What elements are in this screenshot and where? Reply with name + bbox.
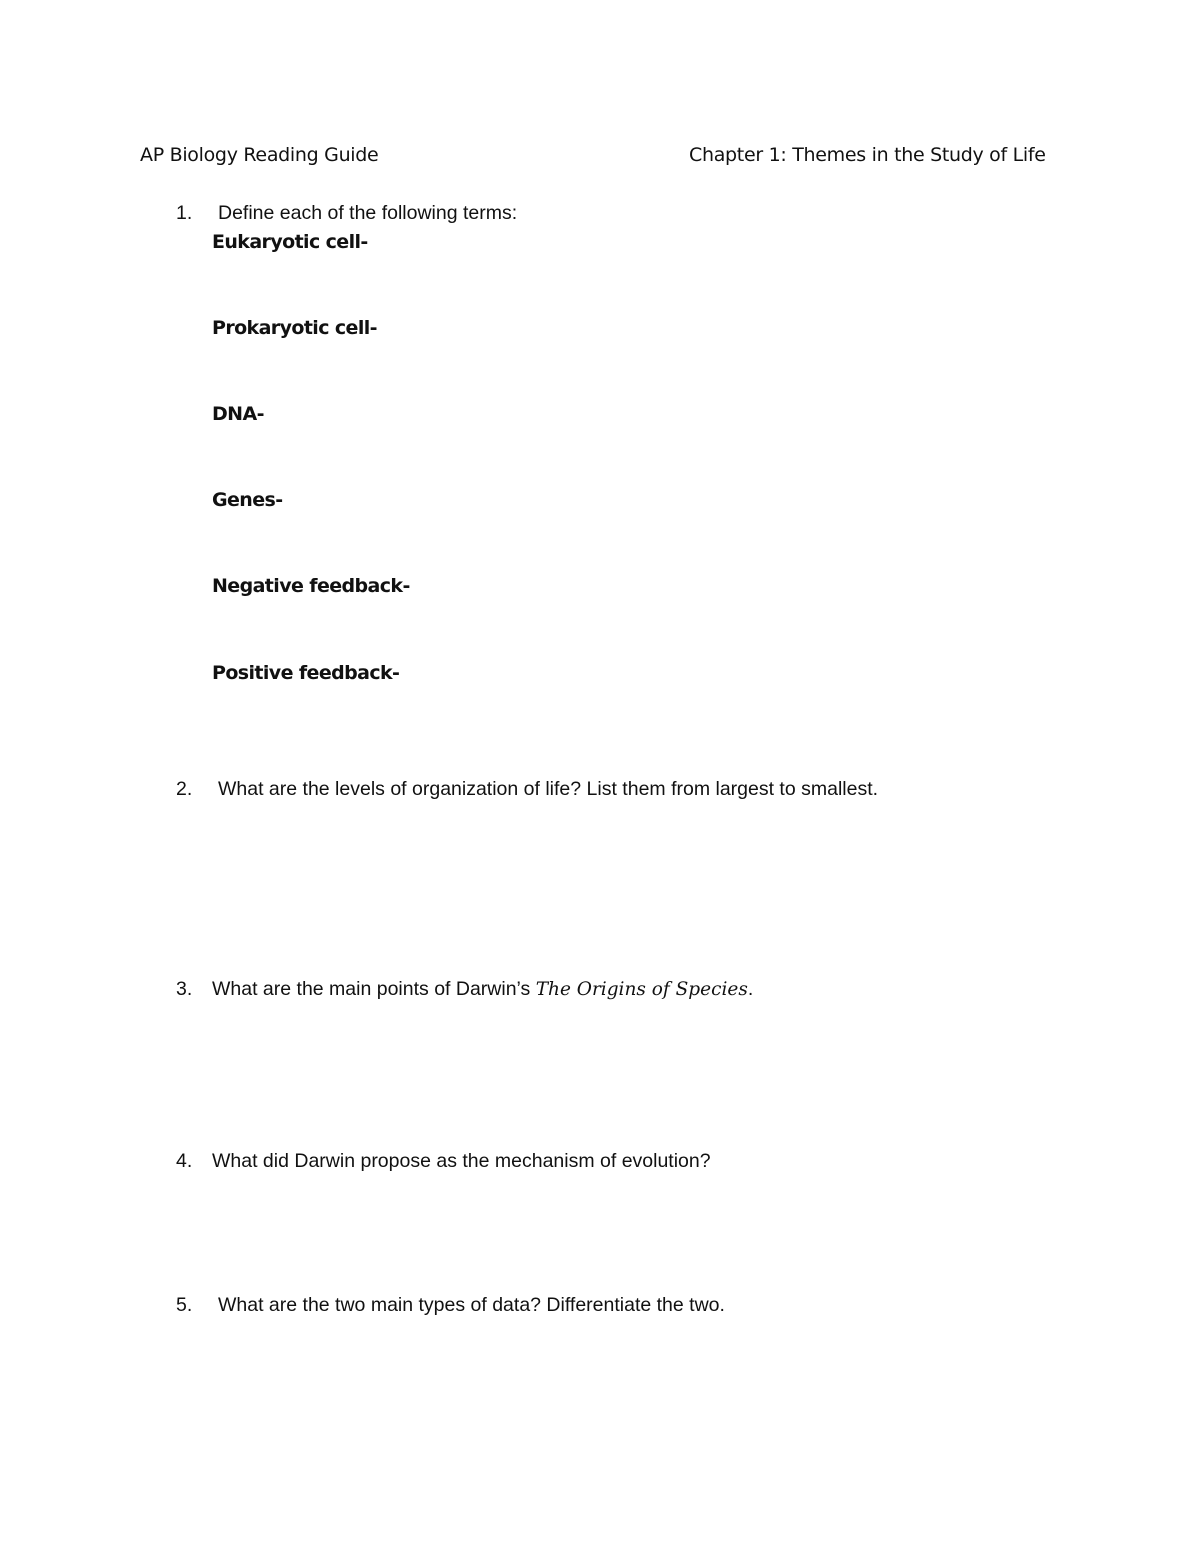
header-chapter-title: Chapter 1: Themes in the Study of Life: [689, 144, 1046, 166]
question-number: 2.: [176, 778, 193, 800]
question-text: What are the levels of organization of life? List them from largest to smallest.: [218, 778, 879, 800]
term-negative-feedback: Negative feedback-: [212, 575, 410, 597]
question-text: [212, 978, 753, 1001]
term-genes: Genes-: [212, 489, 283, 511]
question-number: 5.: [176, 1294, 193, 1316]
question-number: 3.: [176, 978, 193, 1000]
term-eukaryotic-cell: Eukaryotic cell-: [212, 231, 368, 253]
question-number: 4.: [176, 1150, 193, 1172]
header-course-title: AP Biology Reading Guide: [140, 144, 379, 166]
question-text-after: .: [747, 978, 754, 1000]
term-dna: DNA-: [212, 403, 264, 425]
question-number: 1.: [176, 202, 193, 224]
question-text: What are the two main types of data? Differentiate the two.: [218, 1294, 725, 1316]
term-prokaryotic-cell: Prokaryotic cell-: [212, 317, 377, 339]
term-positive-feedback: Positive feedback-: [212, 662, 400, 684]
question-text: Define each of the following terms:: [218, 202, 518, 224]
question-text-before: What are the main points of Darwin’s: [212, 978, 536, 1000]
question-text: What did Darwin propose as the mechanism of evolution?: [212, 1150, 711, 1172]
book-title: The Origins of Species: [535, 979, 748, 1000]
